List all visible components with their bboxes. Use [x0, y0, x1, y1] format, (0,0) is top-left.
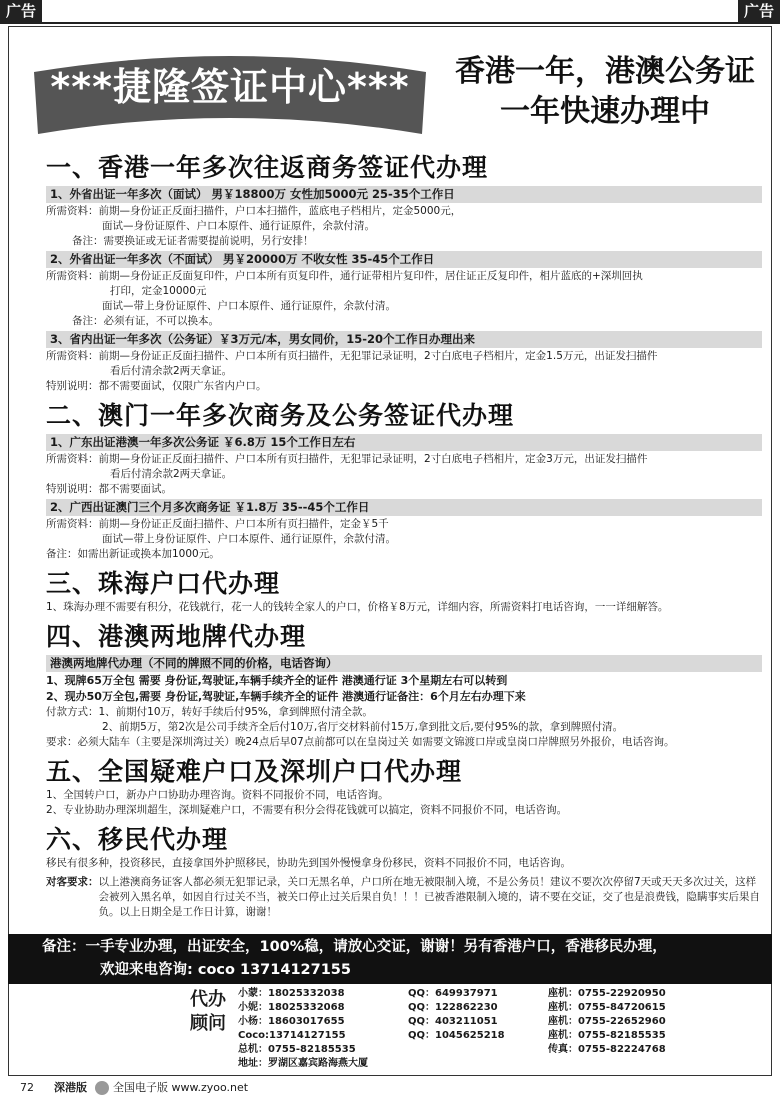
section-title-4: 四、港澳两地牌代办理	[46, 622, 307, 651]
text-line: 2、现办50万全包,需要 身份证,驾驶证,车辆手续齐全的证件 港澳通行证备注：6个月左右办理下来	[46, 690, 526, 703]
headline-line-1: 香港一年，港澳公务证	[455, 54, 755, 89]
requirements-text: 以上港澳商务证客人都必须无犯罪记录，关口无黑名单，户口所在地无被限制入境，不是公务员！建议不要次次停留7天或天天多次过关，这样会被列入黑名单，如因自行过关不当，被关口停止过关后果自负！！！已被香港限制入境的，请不要在交证，交了也是浪费钱，隐瞒事实后果自负。以上日期全是工作日计算，谢谢！	[98, 876, 760, 918]
text-line: 1、珠海办理不需要有积分，花钱就行，花一人的钱转全家人的户口，价格￥8万元，详细内容，所需资料打电话咨询，一一详细解答。	[46, 601, 669, 613]
text-line: 面试—带上身份证原件、户口本原件、通行证原件，余款付清。	[102, 533, 396, 545]
text-line: 看后付清余款2两天拿证。	[110, 468, 233, 480]
contact-name-phone: Coco:13714127155	[238, 1030, 346, 1041]
contact-qq: QQ：403211051	[408, 1016, 498, 1027]
contact-list	[238, 987, 718, 1071]
text-line: 看后付清余款2两天拿证。	[110, 365, 233, 377]
contact-row	[238, 987, 718, 1001]
text-line: 付款方式：1、前期付10万，转好手续后付95%，拿到牌照付清全款。	[46, 706, 373, 718]
contact-row	[238, 1015, 718, 1029]
contact-landline: 座机：0755-22652960	[548, 1016, 666, 1027]
subsection-header: 港澳两地牌代办理（不同的牌照不同的价格，电话咨询）	[46, 655, 762, 672]
requirements-label: 对客要求：	[46, 876, 99, 888]
contact-name-phone: 小蒙：18025332038	[238, 988, 345, 999]
subsection-header: 1、广东出证港澳一年多次公务证 ￥6.8万 15个工作日左右	[46, 434, 762, 451]
section-title-5: 五、全国疑难户口及深圳户口代办理	[46, 757, 463, 786]
contact-row	[238, 1001, 718, 1015]
text-line: 备注：需要换证或无证者需要提前说明，另行安排！	[72, 235, 314, 247]
contact-name-phone: 小杨：18603017655	[238, 1016, 345, 1027]
edition-label: 深港版	[54, 1081, 87, 1094]
text-line: 移民有很多种，投资移民，直接拿国外护照移民，协助先到国外慢慢拿身份移民，资料不同报价不同，电话咨询。	[46, 857, 571, 869]
contact-qq: QQ：122862230	[408, 1002, 498, 1013]
subsection-header: 1、外省出证一年多次（面试） 男￥18800万 女性加5000元 25-35个工作日	[46, 186, 762, 203]
subsection-header: 2、外省出证一年多次（不面试） 男￥20000万 不收女性 35-45个工作日	[46, 251, 762, 268]
text-line: 所需资料：前期—身份证正反面扫描件、户口本所有页扫描件，无犯罪记录证明，2寸白底电子档相片，定金3万元，出证发扫描件	[46, 453, 648, 465]
text-line: 所需资料：前期—身份证正反面复印件，户口本所有页复印件，通行证带相片复印件，居住证正反复印件，相片蓝底的+深圳回执	[46, 270, 643, 282]
fax: 传真：0755-82224768	[548, 1044, 666, 1055]
logo-icon	[95, 1081, 109, 1095]
section-title-6: 六、移民代办理	[46, 825, 229, 854]
contact-landline: 座机：0755-82185535	[548, 1030, 666, 1041]
contact-landline: 座机：0755-84720615	[548, 1002, 666, 1013]
contact-name-phone: 小妮：18025332068	[238, 1002, 345, 1013]
section-title-1: 一、香港一年多次往返商务签证代办理	[46, 153, 489, 182]
text-line: 面试—带上身份证原件、户口本原件、通行证原件，余款付清。	[102, 300, 396, 312]
consult-label	[190, 988, 232, 1036]
page-number: 72	[20, 1081, 34, 1094]
text-line: 面试—身份证原件、户口本原件、通行证原件，余款付清。	[102, 220, 375, 232]
contact-landline: 座机：0755-22920950	[548, 988, 666, 999]
consult-label-2: 顾问	[190, 1013, 226, 1034]
contact-qq: QQ：1045625218	[408, 1030, 505, 1041]
text-line: 2、专业协助办理深圳超生，深圳疑难户口，不需要有积分会得花钱就可以搞定，资料不同报价不同，电话咨询。	[46, 804, 568, 816]
text-line: 所需资料：前期—身份证正反面扫描件，户口本扫描件，蓝底电子档相片，定金5000元，	[46, 205, 462, 217]
banner	[30, 38, 430, 138]
headline-line-2: 一年快速办理中	[500, 94, 710, 129]
text-line: 2、前期5万，第2次是公司手续齐全后付10万,省厅交材料前付15万,拿到批文后,要付95%的款，拿到牌照付清。	[102, 721, 624, 733]
note-bar	[8, 934, 772, 984]
requirements	[46, 875, 766, 920]
footer	[20, 1080, 248, 1096]
contact-qq: QQ：649937971	[408, 988, 498, 999]
switchboard: 总机：0755-82185535	[238, 1044, 356, 1055]
contact-blank	[408, 1043, 548, 1057]
content	[46, 146, 766, 920]
headline	[440, 52, 770, 132]
contact-row	[238, 1029, 718, 1043]
text-line: 1、现牌65万全包 需要 身份证,驾驶证,车辆手续齐全的证件 港澳通行证 3个星期左右可以转到	[46, 674, 508, 687]
site-label: 全国电子版 www.zyoo.net	[113, 1081, 249, 1094]
text-line: 特别说明：都不需要面试，仅限广东省内户口。	[46, 380, 267, 392]
note-line-1: 备注：一手专业办理，出证安全，100%稳，请放心交证，谢谢！另有香港户口，香港移民办理，	[42, 939, 667, 955]
text-line: 要求：必须大陆车（主要是深圳湾过关）晚24点后早07点前都可以在皇岗过关 如需要文锦渡口岸或皇岗口岸牌照另外报价，电话咨询。	[46, 736, 675, 748]
text-line: 备注：如需出新证或换本加1000元。	[46, 548, 220, 560]
text-line: 所需资料：前期—身份证正反面扫描件、户口本所有页扫描件，定金￥5千	[46, 518, 389, 530]
text-line: 所需资料：前期—身份证正反面扫描件、户口本所有页扫描件，无犯罪记录证明，2寸白底电子档相片，定金1.5万元，出证发扫描件	[46, 350, 658, 362]
section-title-3: 三、珠海户口代办理	[46, 569, 281, 598]
contact-row	[238, 1057, 718, 1071]
subsection-header: 2、广西出证澳门三个月多次商务证 ￥1.8万 35--45个工作日	[46, 499, 762, 516]
top-rule	[0, 22, 780, 24]
text-line: 1、全国转户口，新办户口协助办理咨询。资料不同报价不同，电话咨询。	[46, 789, 389, 801]
text-line: 打印，定金10000元	[110, 285, 207, 297]
consult-label-1: 代办	[190, 989, 226, 1010]
subsection-header: 3、省内出证一年多次（公务证）￥3万元/本，男女同价，15-20个工作日办理出来	[46, 331, 762, 348]
address: 地址：罗湖区嘉宾路海燕大厦	[238, 1058, 368, 1069]
text-line: 特别说明：都不需要面试。	[46, 483, 172, 495]
ad-tag-left: 广告	[0, 0, 42, 22]
banner-title: ***捷隆签证中心***	[50, 65, 410, 109]
section-title-2: 二、澳门一年多次商务及公务签证代办理	[46, 401, 515, 430]
note-line-2: 欢迎来电咨询: coco 13714127155	[100, 962, 351, 978]
text-line: 备注：必须有证，不可以换本。	[72, 315, 219, 327]
ad-tag-right: 广告	[738, 0, 780, 22]
contact-row	[238, 1043, 718, 1057]
